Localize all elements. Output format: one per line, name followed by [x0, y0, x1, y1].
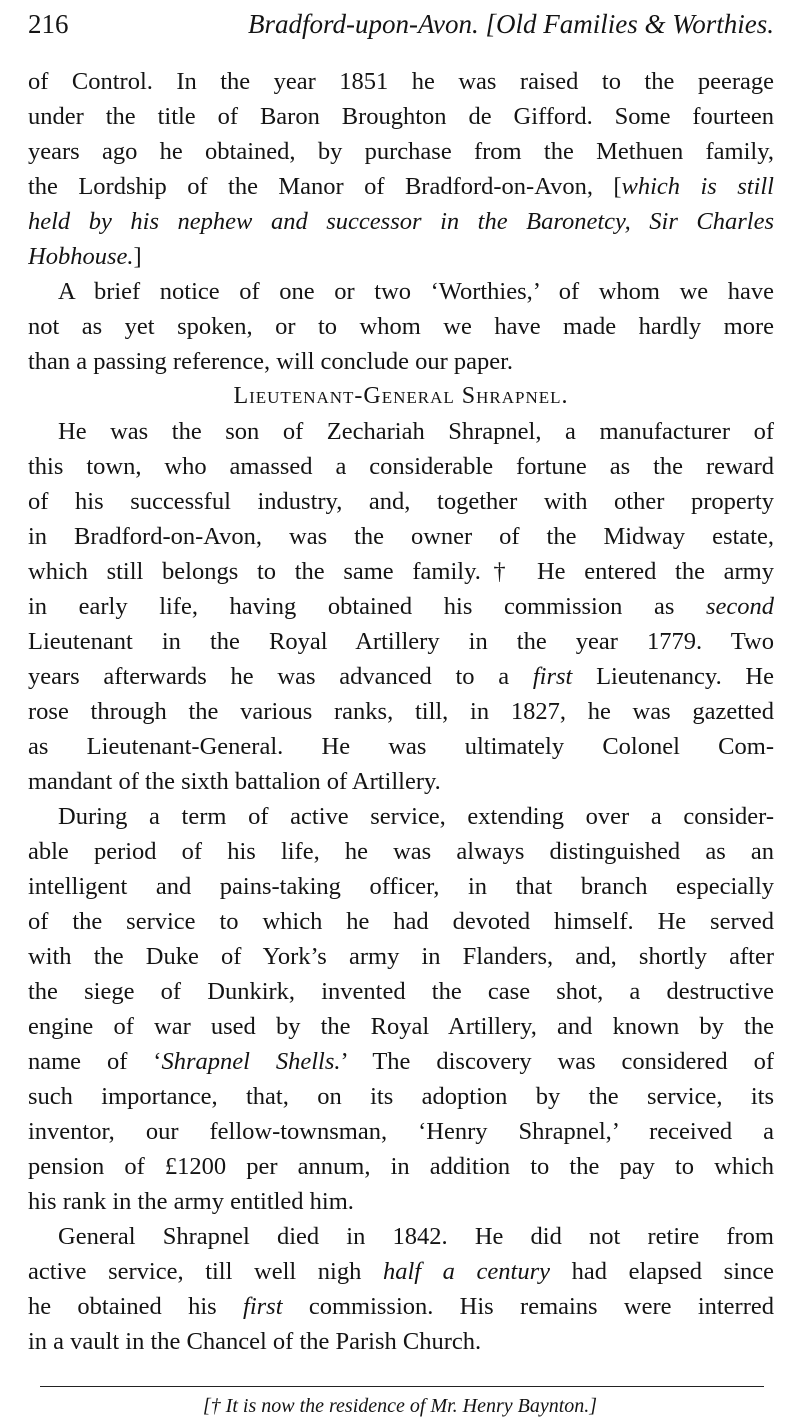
text-line: with the Duke of York’s army in Flanders, and, shortly after: [28, 943, 774, 970]
page-header: [28, 6, 774, 42]
text-line: During a term of active service, extending over a consider-: [58, 803, 774, 830]
text-line: the siege of Dunkirk, invented the case shot, a destructive: [28, 978, 774, 1005]
text-line: mandant of the sixth battalion of Artillery.: [28, 768, 441, 795]
text-line: than a passing reference, will conclude our paper.: [28, 348, 514, 375]
text-line: General Shrapnel died in 1842. He did not retire from: [58, 1223, 774, 1250]
text-line: of Control. In the year 1851 he was raised to the peerage: [28, 68, 774, 95]
text-line: inventor, our fellow-townsman, ‘Henry Shrapnel,’ received a: [28, 1118, 774, 1145]
text-line: in Bradford-on-Avon, was the owner of the Midway estate,: [28, 523, 774, 550]
running-head: Bradford-upon-Avon. [Old Families & Worthies.: [248, 9, 774, 39]
text-line: name of ‘Shrapnel Shells.’ The discovery was considered of: [28, 1048, 774, 1075]
text-line: not as yet spoken, or to whom we have made hardly more: [28, 313, 774, 340]
text-line: active service, till well nigh half a century had elapsed since: [28, 1258, 774, 1285]
text-line: intelligent and pains-taking officer, in that branch especially: [28, 873, 774, 900]
text-line: able period of his life, he was always distinguished as an: [28, 838, 774, 865]
footnote-rule: [40, 1386, 764, 1387]
text-line: years ago he obtained, by purchase from the Methuen family,: [28, 138, 774, 165]
footnote: [† It is now the residence of Mr. Henry Baynton.]: [202, 1395, 598, 1417]
text-line: in early life, having obtained his commission as second: [28, 593, 774, 620]
text-line: such importance, that, on its adoption by the service, its: [28, 1083, 774, 1110]
text-line: years afterwards he was advanced to a first Lieutenancy. He: [28, 663, 774, 690]
text-line: A brief notice of one or two ‘Worthies,’ of whom we have: [58, 278, 774, 305]
text-line: of his successful industry, and, together with other property: [28, 488, 774, 515]
text-line: Lieutenant in the Royal Artillery in the year 1779. Two: [28, 628, 774, 655]
text-line: of the service to which he had devoted himself. He served: [28, 908, 774, 935]
text-line: rose through the various ranks, till, in 1827, he was gazetted: [28, 698, 774, 725]
text-line: his rank in the army entitled him.: [28, 1188, 354, 1215]
text-line: He was the son of Zechariah Shrapnel, a manufacturer of: [58, 418, 774, 445]
text-line: Hobhouse.]: [28, 243, 142, 270]
text-line: this town, who amassed a considerable fortune as the reward: [28, 453, 774, 480]
text-line: in a vault in the Chancel of the Parish Church.: [28, 1328, 482, 1355]
section-heading: Lieutenant-General Shrapnel.: [233, 383, 569, 409]
text-line: under the title of Baron Broughton de Gifford. Some fourteen: [28, 103, 774, 130]
text-line: the Lordship of the Manor of Bradford-on-Avon, [which is still: [28, 173, 774, 200]
text-line: as Lieutenant-General. He was ultimately Colonel Com-: [28, 733, 774, 760]
text-line: he obtained his first commission. His remains were interred: [28, 1293, 774, 1320]
text-line: held by his nephew and successor in the Baronetcy, Sir Charles: [28, 208, 774, 235]
text-line: engine of war used by the Royal Artillery, and known by the: [28, 1013, 774, 1040]
text-line: pension of £1200 per annum, in addition to the pay to which: [28, 1153, 774, 1180]
page-number: 216: [28, 9, 69, 39]
body-text: [28, 64, 774, 1359]
text-line: which still belongs to the same family.† He entered the army: [28, 558, 774, 585]
